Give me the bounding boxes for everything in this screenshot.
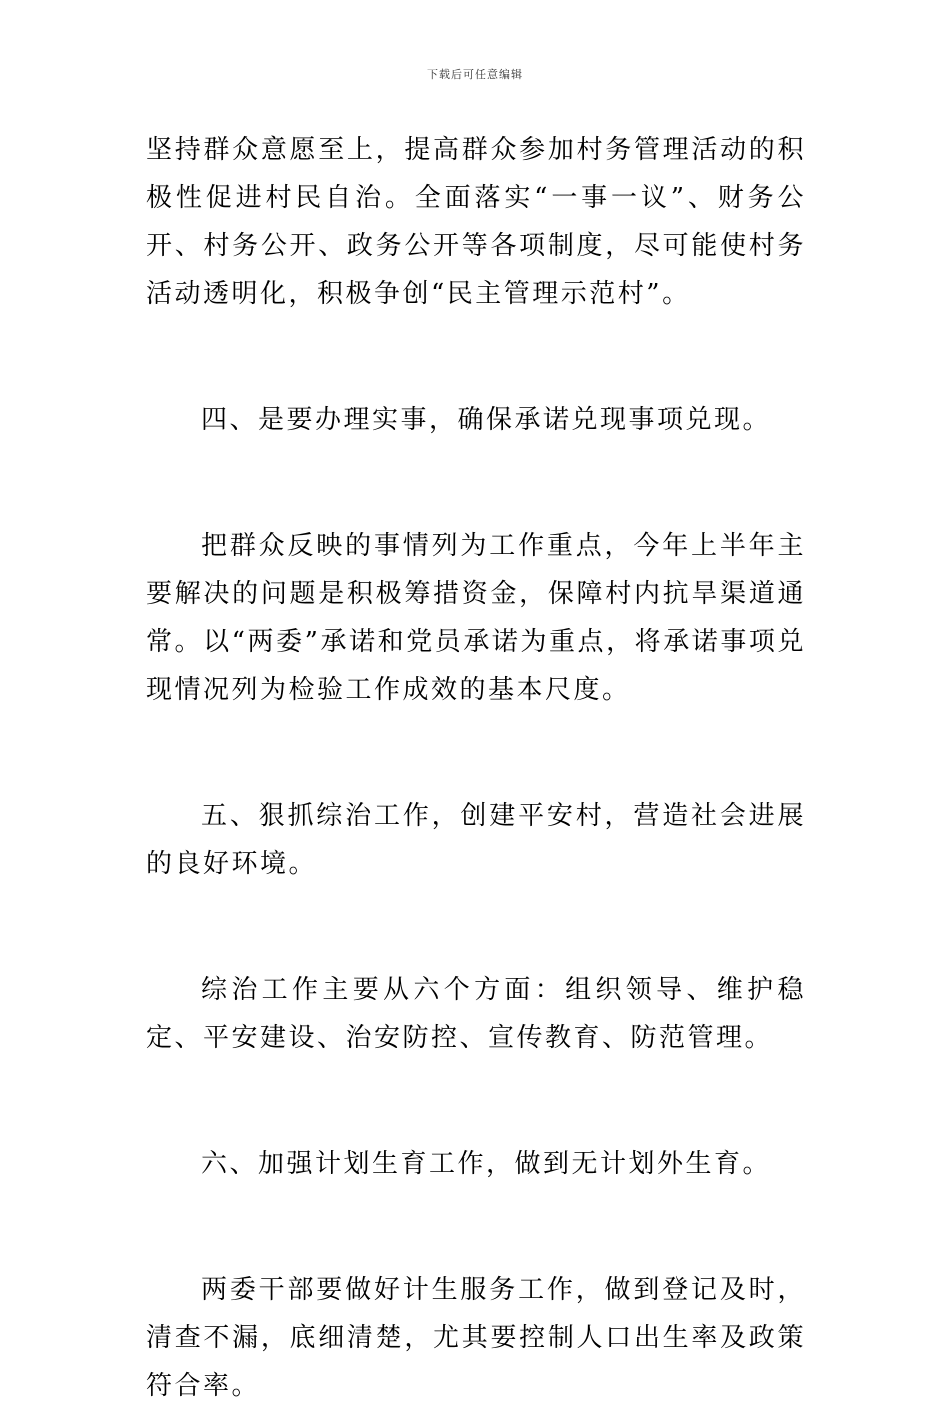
section-heading-5: 五、狠抓综治工作，创建平安村，营造社会进展的良好环境。 [146,801,806,879]
paragraph-4: 两委干部要做好计生服务工作，做到登记及时，清查不漏，底细清楚，尤其要控制人口出生率及政策符合率。 [146,1275,806,1401]
section-heading-6: 六、加强计划生育工作，做到无计划外生育。 [201,1149,772,1179]
paragraph-3: 综治工作主要从六个方面：组织领导、维护稳定、平安建设、治安防控、宣传教育、防范管理。 [146,975,806,1053]
section-heading-4: 四、是要办理实事，确保承诺兑现事项兑现。 [201,405,772,435]
paragraph-1: 坚持群众意愿至上，提高群众参加村务管理活动的积极性促进村民自治。全面落实“一事一议”、财务公开、村务公开、政务公开等各项制度，尽可能使村务活动透明化，积极争创“民主管理示范村”。 [146,135,806,309]
header-note: 下载后可任意编辑 [427,68,523,81]
paragraph-2: 把群众反映的事情列为工作重点，今年上半年主要解决的问题是积极筹措资金，保障村内抗旱渠道通常。以“两委”承诺和党员承诺为重点，将承诺事项兑现情况列为检验工作成效的基本尺度。 [146,531,806,705]
body-text [146,126,806,1410]
